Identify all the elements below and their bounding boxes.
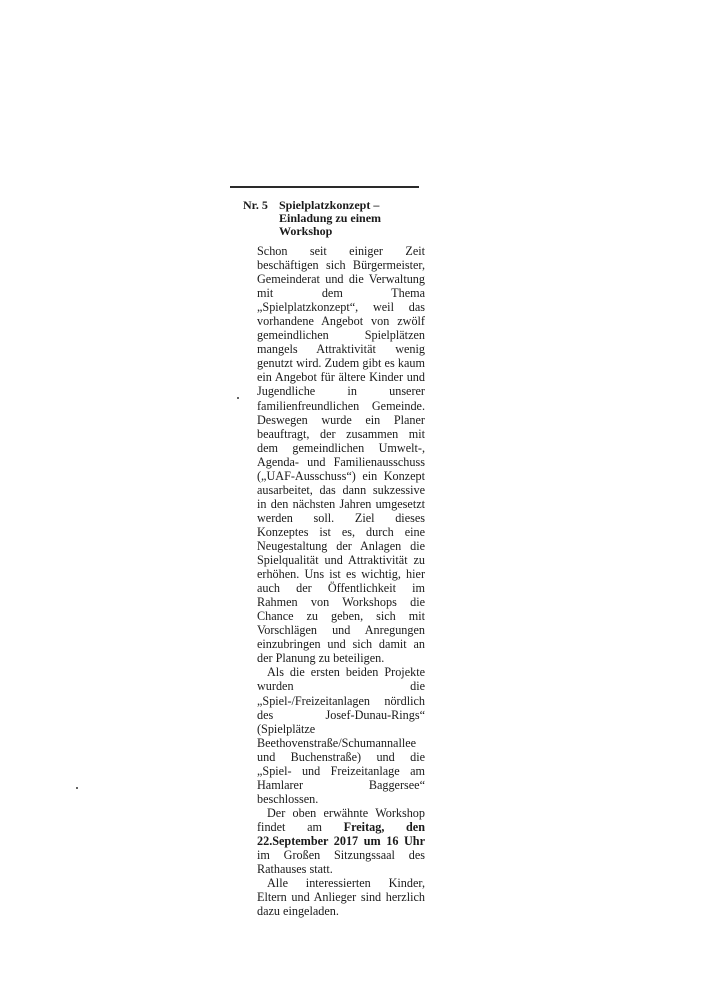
header-rule	[230, 186, 419, 188]
article-paragraph: Alle interessierten Kinder, Eltern und Anlieger sind herzlich dazu eingeladen.	[257, 876, 425, 919]
event-date: Freitag, den 22.September 2017 um 16 Uhr	[257, 819, 425, 848]
scan-speck	[76, 787, 78, 789]
article-number: Nr. 5	[243, 198, 268, 212]
article-title: Spielplatzkonzept – Einladung zu einem Workshop	[279, 198, 382, 238]
article-paragraph	[257, 806, 425, 876]
scan-speck	[237, 397, 239, 399]
article-paragraph: Als die ersten beiden Projekte wurden die „Spiel-/Freizeitanlagen nördlich des Josef-Dunau-Rings“ (Spielplätze Beethovenstraße/Schumannallee und Buchenstraße) und die „Spiel- und Freizeitanlage am Hamlarer Baggersee“ beschlossen.	[257, 665, 425, 806]
article-paragraph: Schon seit einiger Zeit beschäftigen sich Bürgermeister, Gemeinderat und die Verwaltung mit dem Thema „Spielplatzkonzept“, weil das vorhandene Angebot von zwölf gemeindlichen Spielplätzen mangels Attraktivität wenig genutzt wird. Zudem gibt es kaum ein Angebot für ältere Kinder und Jugendliche in unserer familienfreundlichen Gemeinde. Deswegen wurde ein Planer beauftragt, der zusammen mit dem gemeindlichen Umwelt-, Agenda- und Familienausschuss („UAF-Ausschuss“) ein Konzept ausarbeitet, das dann sukzessive in den nächsten Jahren umgesetzt werden soll. Ziel dieses Konzeptes ist es, durch eine Neugestaltung der Anlagen die Spielqualität und Attraktivität zu erhöhen. Uns ist es wichtig, hier auch der Öffentlichkeit im Rahmen von Workshops die Chance zu geben, sich mit Vorschlägen und Anregungen einzubringen und sich damit an der Planung zu beteiligen.	[257, 244, 425, 666]
paragraph-text: im Großen Sitzungssaal des Rathauses statt.	[257, 848, 425, 877]
article-body	[257, 244, 425, 918]
paragraph-text: Der oben erwähnte Workshop findet am	[257, 805, 425, 834]
